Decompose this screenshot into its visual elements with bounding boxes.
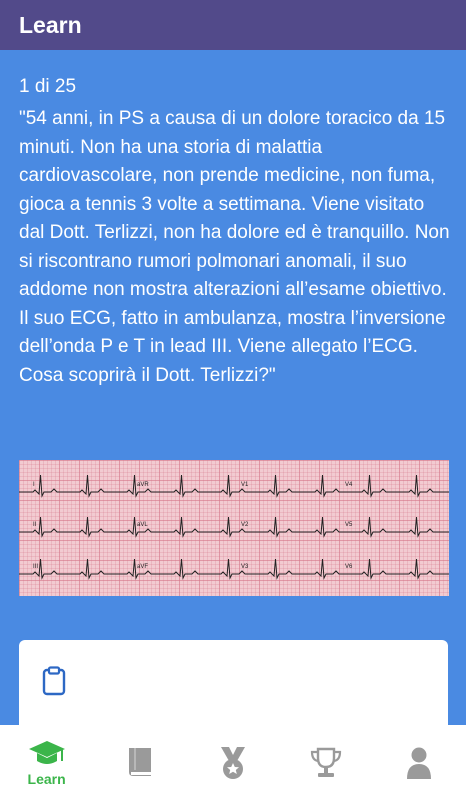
book-icon — [125, 746, 155, 780]
ecg-lead-trace — [19, 517, 449, 536]
ecg-lead-label: V5 — [345, 522, 353, 528]
ecg-lead-label: II — [33, 522, 37, 528]
answer-card[interactable] — [19, 640, 448, 725]
ecg-trace — [19, 460, 449, 596]
ecg-lead-label: aVR — [137, 482, 149, 488]
trophy-icon — [309, 746, 343, 780]
ecg-lead-label: III — [33, 564, 39, 570]
ecg-lead-label: aVF — [137, 564, 149, 570]
ecg-lead-label: V4 — [345, 482, 353, 488]
ecg-lead-label: I — [33, 482, 35, 488]
tab-trophies[interactable] — [280, 725, 373, 800]
ecg-lead-label: V1 — [241, 482, 249, 488]
tab-library[interactable] — [93, 725, 186, 800]
page-title: Learn — [19, 11, 82, 38]
user-icon — [405, 746, 433, 780]
bottom-tab-bar — [0, 725, 466, 800]
ecg-lead-label: aVL — [137, 522, 148, 528]
tab-learn-label: Learn — [27, 770, 66, 787]
ecg-lead-trace — [19, 475, 449, 496]
ecg-lead-label: V6 — [345, 564, 353, 570]
question-text: "54 anni, in PS a causa di un dolore toracico da 15 minuti. Non ha una storia di malattia cardiovascolare, non prende medicine, non fuma, gioca a tennis 3 volte a settimana. Viene visitato dal Dott. Terlizzi, non ha dolore ed è tranquillo. Non si riscontrano rumori polmonari anomali, il suo addome non mostra alterazioni all’esame obiettivo. Il suo ECG, fatto in ambulanza, mostra l’inversione dell’onda P e T in lead III. Viene allegato l’ECG. Cosa scoprirà il Dott. Terlizzi?" — [19, 108, 450, 386]
tab-learn[interactable] — [0, 725, 93, 800]
question-progress: 1 di 25 — [19, 76, 77, 97]
tab-profile[interactable] — [373, 725, 466, 800]
app-bar — [0, 0, 466, 50]
ecg-lead-label: V3 — [241, 564, 249, 570]
tab-medals[interactable] — [186, 725, 279, 800]
clipboard-icon — [41, 666, 67, 696]
ecg-lead-label: V2 — [241, 522, 249, 528]
medal-icon — [217, 745, 249, 781]
graduation-cap-icon — [27, 739, 67, 769]
question-content[interactable] — [0, 50, 466, 725]
ecg-image — [19, 460, 449, 596]
ecg-lead-trace — [19, 559, 449, 578]
